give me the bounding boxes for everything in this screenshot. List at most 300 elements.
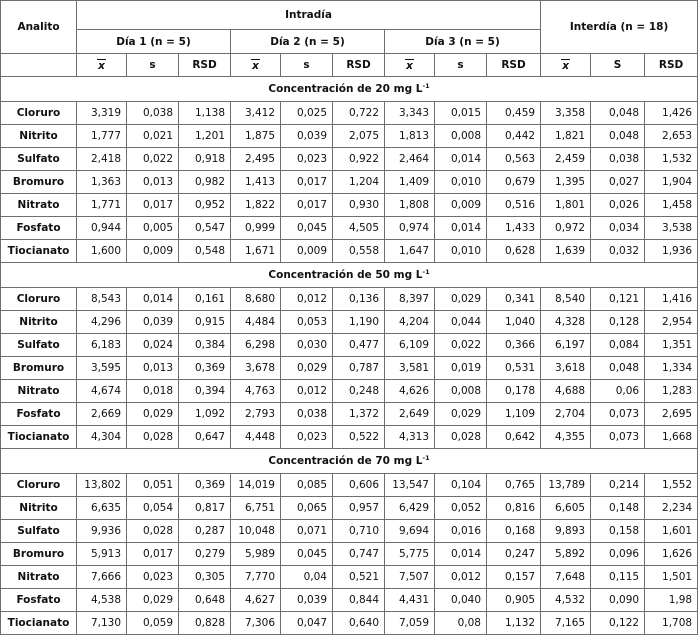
section-title bbox=[1, 77, 698, 102]
value-cell: 14,019 bbox=[231, 474, 281, 497]
value-cell: 0,029 bbox=[435, 288, 487, 311]
value-cell: 0,547 bbox=[179, 217, 231, 240]
value-cell: 3,678 bbox=[231, 357, 281, 380]
analyte-name: Sulfato bbox=[1, 334, 77, 357]
value-cell: 0,084 bbox=[591, 334, 645, 357]
value-cell: 1,334 bbox=[645, 357, 698, 380]
value-cell: 3,358 bbox=[541, 102, 591, 125]
table-row bbox=[1, 589, 698, 612]
value-cell: 0,369 bbox=[179, 357, 231, 380]
value-cell: 0,090 bbox=[591, 589, 645, 612]
section-title-text: Concentración de 50 mg L bbox=[268, 269, 423, 281]
value-cell: 4,484 bbox=[231, 311, 281, 334]
value-cell: 0,029 bbox=[435, 403, 487, 426]
value-cell: 0,787 bbox=[333, 357, 385, 380]
value-cell: 1,552 bbox=[645, 474, 698, 497]
value-cell: 3,343 bbox=[385, 102, 435, 125]
value-cell: 4,688 bbox=[541, 380, 591, 403]
value-cell: 1,626 bbox=[645, 543, 698, 566]
value-cell: 1,204 bbox=[333, 171, 385, 194]
value-cell: 1,821 bbox=[541, 125, 591, 148]
value-cell: 1,351 bbox=[645, 334, 698, 357]
value-cell: 1,138 bbox=[179, 102, 231, 125]
value-cell: 1,647 bbox=[385, 240, 435, 263]
value-cell: 0,022 bbox=[127, 148, 179, 171]
value-cell: 0,047 bbox=[281, 612, 333, 635]
analyte-name: Nitrato bbox=[1, 380, 77, 403]
value-cell: 1,875 bbox=[231, 125, 281, 148]
value-cell: 0,918 bbox=[179, 148, 231, 171]
value-cell: 1,040 bbox=[487, 311, 541, 334]
section-title bbox=[1, 263, 698, 288]
value-cell: 0,747 bbox=[333, 543, 385, 566]
value-cell: 0,034 bbox=[591, 217, 645, 240]
value-cell: 0,642 bbox=[487, 426, 541, 449]
value-cell: 0,023 bbox=[281, 426, 333, 449]
value-cell: 0,030 bbox=[281, 334, 333, 357]
value-cell: 4,296 bbox=[77, 311, 127, 334]
header-blank bbox=[1, 54, 77, 77]
value-cell: 4,626 bbox=[385, 380, 435, 403]
header-rsd-interdia: RSD bbox=[645, 54, 698, 77]
value-cell: 7,770 bbox=[231, 566, 281, 589]
value-cell: 0,548 bbox=[179, 240, 231, 263]
value-cell: 0,816 bbox=[487, 497, 541, 520]
value-cell: 0,017 bbox=[281, 171, 333, 194]
value-cell: 1,458 bbox=[645, 194, 698, 217]
value-cell: 0,009 bbox=[281, 240, 333, 263]
value-cell: 0,558 bbox=[333, 240, 385, 263]
analyte-name: Bromuro bbox=[1, 171, 77, 194]
value-cell: 0,628 bbox=[487, 240, 541, 263]
value-cell: 1,671 bbox=[231, 240, 281, 263]
value-cell: 0,442 bbox=[487, 125, 541, 148]
value-cell: 0,366 bbox=[487, 334, 541, 357]
table-row bbox=[1, 426, 698, 449]
analyte-name: Tiocianato bbox=[1, 612, 77, 635]
analyte-name: Tiocianato bbox=[1, 240, 77, 263]
value-cell: 2,954 bbox=[645, 311, 698, 334]
value-cell: 0,394 bbox=[179, 380, 231, 403]
value-cell: 7,306 bbox=[231, 612, 281, 635]
value-cell: 0,012 bbox=[435, 566, 487, 589]
value-cell: 0,477 bbox=[333, 334, 385, 357]
value-cell: 0,059 bbox=[127, 612, 179, 635]
value-cell: 0,287 bbox=[179, 520, 231, 543]
value-cell: 0,009 bbox=[435, 194, 487, 217]
value-cell: 2,793 bbox=[231, 403, 281, 426]
header-intradia: Intradía bbox=[77, 1, 541, 30]
value-cell: 4,674 bbox=[77, 380, 127, 403]
value-cell: 0,459 bbox=[487, 102, 541, 125]
value-cell: 1,600 bbox=[77, 240, 127, 263]
value-cell: 0,08 bbox=[435, 612, 487, 635]
value-cell: 0,214 bbox=[591, 474, 645, 497]
value-cell: 4,448 bbox=[231, 426, 281, 449]
value-cell: 3,412 bbox=[231, 102, 281, 125]
value-cell: 0,053 bbox=[281, 311, 333, 334]
value-cell: 8,680 bbox=[231, 288, 281, 311]
value-cell: 1,283 bbox=[645, 380, 698, 403]
value-cell: 7,648 bbox=[541, 566, 591, 589]
value-cell: 0,531 bbox=[487, 357, 541, 380]
value-cell: 0,679 bbox=[487, 171, 541, 194]
value-cell: 0,071 bbox=[281, 520, 333, 543]
section-header-row bbox=[1, 449, 698, 474]
value-cell: 0,648 bbox=[179, 589, 231, 612]
value-cell: 8,543 bbox=[77, 288, 127, 311]
value-cell: 0,028 bbox=[127, 520, 179, 543]
value-cell: 4,538 bbox=[77, 589, 127, 612]
value-cell: 0,038 bbox=[281, 403, 333, 426]
value-cell: 1,813 bbox=[385, 125, 435, 148]
value-cell: 0,06 bbox=[591, 380, 645, 403]
value-cell: 8,540 bbox=[541, 288, 591, 311]
value-cell: 1,708 bbox=[645, 612, 698, 635]
header-mean-day-1 bbox=[77, 54, 127, 77]
value-cell: 0,054 bbox=[127, 497, 179, 520]
value-cell: 0,017 bbox=[127, 543, 179, 566]
header-mean-day-2 bbox=[231, 54, 281, 77]
value-cell: 0,158 bbox=[591, 520, 645, 543]
value-cell: 1,808 bbox=[385, 194, 435, 217]
analyte-name: Nitrato bbox=[1, 566, 77, 589]
value-cell: 0,516 bbox=[487, 194, 541, 217]
header-s-day-2: s bbox=[281, 54, 333, 77]
value-cell: 0,008 bbox=[435, 380, 487, 403]
value-cell: 0,999 bbox=[231, 217, 281, 240]
section-unit-exponent: -1 bbox=[422, 268, 430, 276]
value-cell: 1,98 bbox=[645, 589, 698, 612]
value-cell: 1,363 bbox=[77, 171, 127, 194]
value-cell: 0,944 bbox=[77, 217, 127, 240]
value-cell: 0,248 bbox=[333, 380, 385, 403]
value-cell: 0,039 bbox=[127, 311, 179, 334]
value-cell: 3,319 bbox=[77, 102, 127, 125]
value-cell: 0,029 bbox=[127, 589, 179, 612]
value-cell: 7,507 bbox=[385, 566, 435, 589]
value-cell: 1,132 bbox=[487, 612, 541, 635]
value-cell: 2,653 bbox=[645, 125, 698, 148]
analyte-name: Tiocianato bbox=[1, 426, 77, 449]
value-cell: 2,669 bbox=[77, 403, 127, 426]
analyte-name: Cloruro bbox=[1, 102, 77, 125]
value-cell: 0,039 bbox=[281, 589, 333, 612]
value-cell: 1,532 bbox=[645, 148, 698, 171]
table-row bbox=[1, 148, 698, 171]
value-cell: 0,178 bbox=[487, 380, 541, 403]
value-cell: 0,038 bbox=[591, 148, 645, 171]
value-cell: 0,161 bbox=[179, 288, 231, 311]
value-cell: 0,009 bbox=[127, 240, 179, 263]
value-cell: 8,397 bbox=[385, 288, 435, 311]
value-cell: 9,936 bbox=[77, 520, 127, 543]
value-cell: 1,416 bbox=[645, 288, 698, 311]
value-cell: 0,014 bbox=[435, 217, 487, 240]
table-row bbox=[1, 171, 698, 194]
value-cell: 1,409 bbox=[385, 171, 435, 194]
value-cell: 5,913 bbox=[77, 543, 127, 566]
header-day-3: Día 3 (n = 5) bbox=[385, 30, 541, 54]
header-rsd-day-1: RSD bbox=[179, 54, 231, 77]
value-cell: 0,005 bbox=[127, 217, 179, 240]
section-title bbox=[1, 449, 698, 474]
header-rsd-day-2: RSD bbox=[333, 54, 385, 77]
value-cell: 6,429 bbox=[385, 497, 435, 520]
value-cell: 0,017 bbox=[281, 194, 333, 217]
value-cell: 0,168 bbox=[487, 520, 541, 543]
value-cell: 0,014 bbox=[127, 288, 179, 311]
value-cell: 0,817 bbox=[179, 497, 231, 520]
table-row bbox=[1, 474, 698, 497]
value-cell: 3,538 bbox=[645, 217, 698, 240]
value-cell: 7,130 bbox=[77, 612, 127, 635]
value-cell: 1,501 bbox=[645, 566, 698, 589]
value-cell: 0,563 bbox=[487, 148, 541, 171]
header-analito: Analito bbox=[1, 1, 77, 54]
value-cell: 3,618 bbox=[541, 357, 591, 380]
table-row bbox=[1, 520, 698, 543]
value-cell: 1,801 bbox=[541, 194, 591, 217]
value-cell: 2,649 bbox=[385, 403, 435, 426]
value-cell: 4,627 bbox=[231, 589, 281, 612]
value-cell: 0,013 bbox=[127, 171, 179, 194]
value-cell: 0,048 bbox=[591, 125, 645, 148]
value-cell: 7,059 bbox=[385, 612, 435, 635]
value-cell: 0,384 bbox=[179, 334, 231, 357]
value-cell: 1,190 bbox=[333, 311, 385, 334]
value-cell: 0,018 bbox=[127, 380, 179, 403]
value-cell: 13,789 bbox=[541, 474, 591, 497]
table-row bbox=[1, 240, 698, 263]
value-cell: 0,04 bbox=[281, 566, 333, 589]
analyte-name: Nitrato bbox=[1, 194, 77, 217]
value-cell: 1,601 bbox=[645, 520, 698, 543]
value-cell: 0,048 bbox=[591, 102, 645, 125]
value-cell: 0,341 bbox=[487, 288, 541, 311]
value-cell: 0,915 bbox=[179, 311, 231, 334]
value-cell: 0,029 bbox=[281, 357, 333, 380]
value-cell: 0,722 bbox=[333, 102, 385, 125]
value-cell: 4,355 bbox=[541, 426, 591, 449]
value-cell: 0,016 bbox=[435, 520, 487, 543]
value-cell: 0,027 bbox=[591, 171, 645, 194]
header-rsd-day-3: RSD bbox=[487, 54, 541, 77]
value-cell: 3,581 bbox=[385, 357, 435, 380]
value-cell: 0,122 bbox=[591, 612, 645, 635]
value-cell: 6,605 bbox=[541, 497, 591, 520]
section-header-row bbox=[1, 263, 698, 288]
value-cell: 0,096 bbox=[591, 543, 645, 566]
value-cell: 1,822 bbox=[231, 194, 281, 217]
value-cell: 4,313 bbox=[385, 426, 435, 449]
value-cell: 0,045 bbox=[281, 543, 333, 566]
value-cell: 0,930 bbox=[333, 194, 385, 217]
value-cell: 6,197 bbox=[541, 334, 591, 357]
value-cell: 0,052 bbox=[435, 497, 487, 520]
value-cell: 0,279 bbox=[179, 543, 231, 566]
value-cell: 6,298 bbox=[231, 334, 281, 357]
value-cell: 0,765 bbox=[487, 474, 541, 497]
value-cell: 4,763 bbox=[231, 380, 281, 403]
value-cell: 0,045 bbox=[281, 217, 333, 240]
table-row bbox=[1, 288, 698, 311]
value-cell: 0,023 bbox=[281, 148, 333, 171]
mean-symbol: x bbox=[562, 59, 569, 72]
table-header bbox=[1, 1, 698, 77]
analyte-name: Sulfato bbox=[1, 520, 77, 543]
value-cell: 0,710 bbox=[333, 520, 385, 543]
table-row bbox=[1, 403, 698, 426]
value-cell: 2,704 bbox=[541, 403, 591, 426]
value-cell: 1,426 bbox=[645, 102, 698, 125]
value-cell: 9,893 bbox=[541, 520, 591, 543]
value-cell: 0,606 bbox=[333, 474, 385, 497]
value-cell: 1,109 bbox=[487, 403, 541, 426]
value-cell: 0,010 bbox=[435, 240, 487, 263]
value-cell: 6,109 bbox=[385, 334, 435, 357]
value-cell: 2,459 bbox=[541, 148, 591, 171]
value-cell: 4,532 bbox=[541, 589, 591, 612]
analyte-name: Cloruro bbox=[1, 288, 77, 311]
value-cell: 0,521 bbox=[333, 566, 385, 589]
value-cell: 5,892 bbox=[541, 543, 591, 566]
value-cell: 0,128 bbox=[591, 311, 645, 334]
value-cell: 0,157 bbox=[487, 566, 541, 589]
value-cell: 0,957 bbox=[333, 497, 385, 520]
header-day-2: Día 2 (n = 5) bbox=[231, 30, 385, 54]
table-row bbox=[1, 334, 698, 357]
value-cell: 0,065 bbox=[281, 497, 333, 520]
table-row bbox=[1, 194, 698, 217]
value-cell: 4,204 bbox=[385, 311, 435, 334]
analyte-name: Nitrito bbox=[1, 497, 77, 520]
analyte-name: Bromuro bbox=[1, 543, 77, 566]
value-cell: 13,802 bbox=[77, 474, 127, 497]
mean-symbol: x bbox=[98, 59, 105, 72]
value-cell: 0,012 bbox=[281, 288, 333, 311]
table-row bbox=[1, 357, 698, 380]
value-cell: 0,022 bbox=[435, 334, 487, 357]
table-row bbox=[1, 566, 698, 589]
header-mean-day-3 bbox=[385, 54, 435, 77]
value-cell: 0,844 bbox=[333, 589, 385, 612]
value-cell: 1,092 bbox=[179, 403, 231, 426]
value-cell: 0,029 bbox=[127, 403, 179, 426]
value-cell: 4,328 bbox=[541, 311, 591, 334]
value-cell: 7,666 bbox=[77, 566, 127, 589]
value-cell: 1,936 bbox=[645, 240, 698, 263]
analyte-name: Nitrito bbox=[1, 125, 77, 148]
value-cell: 0,051 bbox=[127, 474, 179, 497]
header-interdia: Interdía (n = 18) bbox=[541, 1, 698, 54]
value-cell: 4,431 bbox=[385, 589, 435, 612]
section-unit-exponent: -1 bbox=[422, 82, 430, 90]
value-cell: 0,044 bbox=[435, 311, 487, 334]
value-cell: 0,647 bbox=[179, 426, 231, 449]
value-cell: 1,777 bbox=[77, 125, 127, 148]
value-cell: 0,014 bbox=[435, 543, 487, 566]
analyte-name: Bromuro bbox=[1, 357, 77, 380]
analyte-name: Fosfato bbox=[1, 403, 77, 426]
value-cell: 0,115 bbox=[591, 566, 645, 589]
value-cell: 10,048 bbox=[231, 520, 281, 543]
value-cell: 0,972 bbox=[541, 217, 591, 240]
value-cell: 0,247 bbox=[487, 543, 541, 566]
value-cell: 4,304 bbox=[77, 426, 127, 449]
analyte-name: Fosfato bbox=[1, 217, 77, 240]
header-day-1: Día 1 (n = 5) bbox=[77, 30, 231, 54]
value-cell: 0,974 bbox=[385, 217, 435, 240]
value-cell: 0,148 bbox=[591, 497, 645, 520]
value-cell: 0,012 bbox=[281, 380, 333, 403]
table-row bbox=[1, 125, 698, 148]
value-cell: 0,982 bbox=[179, 171, 231, 194]
value-cell: 0,305 bbox=[179, 566, 231, 589]
header-s-interdia: S bbox=[591, 54, 645, 77]
value-cell: 5,989 bbox=[231, 543, 281, 566]
table-body bbox=[1, 77, 698, 635]
analyte-name: Nitrito bbox=[1, 311, 77, 334]
value-cell: 1,413 bbox=[231, 171, 281, 194]
table-row bbox=[1, 380, 698, 403]
value-cell: 0,038 bbox=[127, 102, 179, 125]
table-row bbox=[1, 311, 698, 334]
mean-symbol: x bbox=[406, 59, 413, 72]
value-cell: 0,048 bbox=[591, 357, 645, 380]
value-cell: 0,028 bbox=[127, 426, 179, 449]
value-cell: 1,433 bbox=[487, 217, 541, 240]
header-s-day-3: s bbox=[435, 54, 487, 77]
value-cell: 9,694 bbox=[385, 520, 435, 543]
value-cell: 0,026 bbox=[591, 194, 645, 217]
value-cell: 0,952 bbox=[179, 194, 231, 217]
table-row bbox=[1, 497, 698, 520]
value-cell: 0,010 bbox=[435, 171, 487, 194]
value-cell: 3,595 bbox=[77, 357, 127, 380]
value-cell: 0,014 bbox=[435, 148, 487, 171]
mean-symbol: x bbox=[252, 59, 259, 72]
header-mean-interdia bbox=[541, 54, 591, 77]
section-title-text: Concentración de 70 mg L bbox=[268, 455, 423, 467]
value-cell: 4,505 bbox=[333, 217, 385, 240]
value-cell: 2,234 bbox=[645, 497, 698, 520]
table-row bbox=[1, 612, 698, 635]
value-cell: 0,369 bbox=[179, 474, 231, 497]
table-row bbox=[1, 217, 698, 240]
section-header-row bbox=[1, 77, 698, 102]
value-cell: 6,183 bbox=[77, 334, 127, 357]
analyte-name: Sulfato bbox=[1, 148, 77, 171]
table-row bbox=[1, 543, 698, 566]
value-cell: 0,032 bbox=[591, 240, 645, 263]
value-cell: 1,639 bbox=[541, 240, 591, 263]
value-cell: 0,828 bbox=[179, 612, 231, 635]
value-cell: 0,040 bbox=[435, 589, 487, 612]
value-cell: 0,019 bbox=[435, 357, 487, 380]
value-cell: 0,023 bbox=[127, 566, 179, 589]
value-cell: 0,021 bbox=[127, 125, 179, 148]
value-cell: 0,039 bbox=[281, 125, 333, 148]
value-cell: 2,495 bbox=[231, 148, 281, 171]
table-row bbox=[1, 102, 698, 125]
value-cell: 1,372 bbox=[333, 403, 385, 426]
value-cell: 0,017 bbox=[127, 194, 179, 217]
value-cell: 1,201 bbox=[179, 125, 231, 148]
value-cell: 1,395 bbox=[541, 171, 591, 194]
value-cell: 1,771 bbox=[77, 194, 127, 217]
value-cell: 0,905 bbox=[487, 589, 541, 612]
